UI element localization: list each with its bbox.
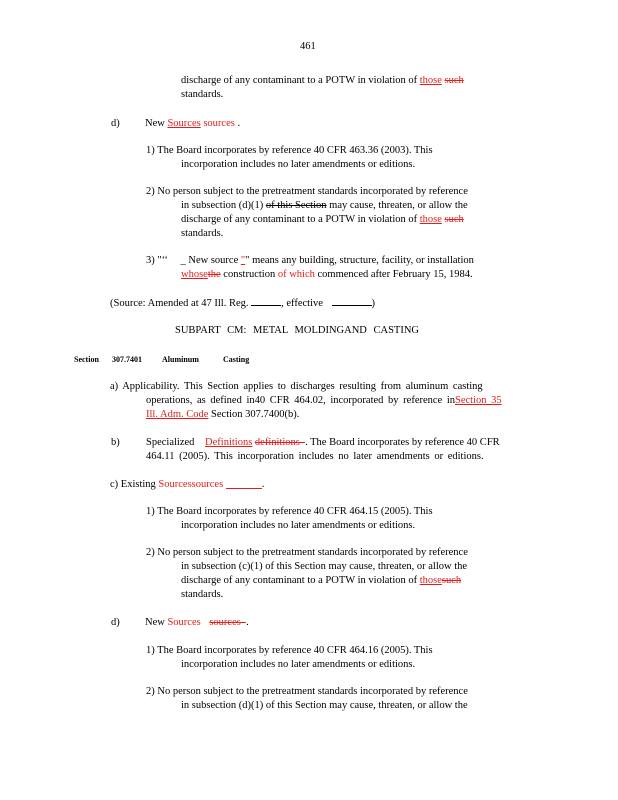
d1-item2-line1: 2) No person subject to the pretreatment standards incorporated by reference — [146, 186, 468, 197]
c-heading: c) Existing Sourcessources . — [110, 479, 265, 490]
effective-blank — [332, 296, 372, 306]
d1-item1-line1: 1) The Board incorporates by reference 40 CFR 463.36 (2003). This — [146, 145, 433, 156]
d1-item3-line1: 3) "‘‘ _ New source "" means any building, structure, facility, or installation — [146, 255, 474, 266]
d2-item2-line1: 2) No person subject to the pretreatment standards incorporated by reference — [146, 686, 468, 697]
top-line-2: standards. — [181, 89, 224, 100]
d2-label: d) — [111, 617, 120, 628]
d1-item3-line2: whosethe construction of which commenced after February 15, 1984. — [181, 269, 473, 280]
top-line-1: discharge of any contaminant to a POTW in violation of those such — [181, 75, 464, 86]
c-item1-line1: 1) The Board incorporates by reference 40 CFR 464.15 (2005). This — [146, 506, 433, 517]
subpart-heading: SUBPART CM: METAL MOLDINGAND CASTING — [175, 325, 419, 336]
d1-item2-line2: in subsection (d)(1) of this Section may cause, threaten, or allow the — [181, 200, 468, 211]
b-line-1: Specialized Definitions definitions . The Board incorporates by reference 40 CFR — [146, 437, 500, 448]
d2-item1-line1: 1) The Board incorporates by reference 40 CFR 464.16 (2005). This — [146, 645, 433, 656]
section-number: 307.7401 — [112, 355, 142, 364]
d2-item1-line2: incorporation includes no later amendments or editions. — [181, 659, 416, 670]
c-item1-line2: incorporation includes no later amendments or editions. — [181, 520, 416, 531]
c-item2-line2: in subsection (c)(1) of this Section may cause, threaten, or allow the — [181, 561, 468, 572]
b-label: b) — [111, 437, 120, 448]
c-item2-line4: standards. — [181, 589, 224, 600]
d2-heading: New Sources sources . — [145, 617, 249, 628]
d1-item2-line3: discharge of any contaminant to a POTW in violation of those such — [181, 214, 464, 225]
d1-label: d) — [111, 118, 120, 129]
c-item2-line3: discharge of any contaminant to a POTW in violation of thosesuch — [181, 575, 462, 586]
d2-item2-line2: in subsection (d)(1) of this Section may cause, threaten, or allow the — [181, 700, 468, 711]
source-note: (Source: Amended at 47 Ill. Reg. , effective ) — [110, 298, 376, 309]
section-label: Section — [74, 355, 99, 364]
reg-blank — [251, 296, 281, 306]
d1-heading: New Sources sources . — [145, 118, 241, 129]
section-title: Aluminum — [162, 355, 199, 364]
page-number: 461 — [300, 41, 316, 52]
d1-item2-line4: standards. — [181, 228, 224, 239]
c-strike-rule — [226, 481, 262, 489]
section-title-2: Casting — [223, 355, 250, 364]
a-line-2: operations, as defined in40 CFR 464.02, incorporated by reference inSection 35 — [146, 395, 502, 406]
a-line-3: Ill. Adm. Code Section 307.7400(b). — [146, 409, 300, 420]
a-line-1: a) Applicability. This Section applies to discharges resulting from aluminum casting — [110, 381, 483, 392]
b-line-2: 464.11 (2005). This incorporation includes no later amendments or editions. — [146, 451, 484, 462]
c-item2-line1: 2) No person subject to the pretreatment standards incorporated by reference — [146, 547, 468, 558]
d1-item1-line2: incorporation includes no later amendments or editions. — [181, 159, 416, 170]
